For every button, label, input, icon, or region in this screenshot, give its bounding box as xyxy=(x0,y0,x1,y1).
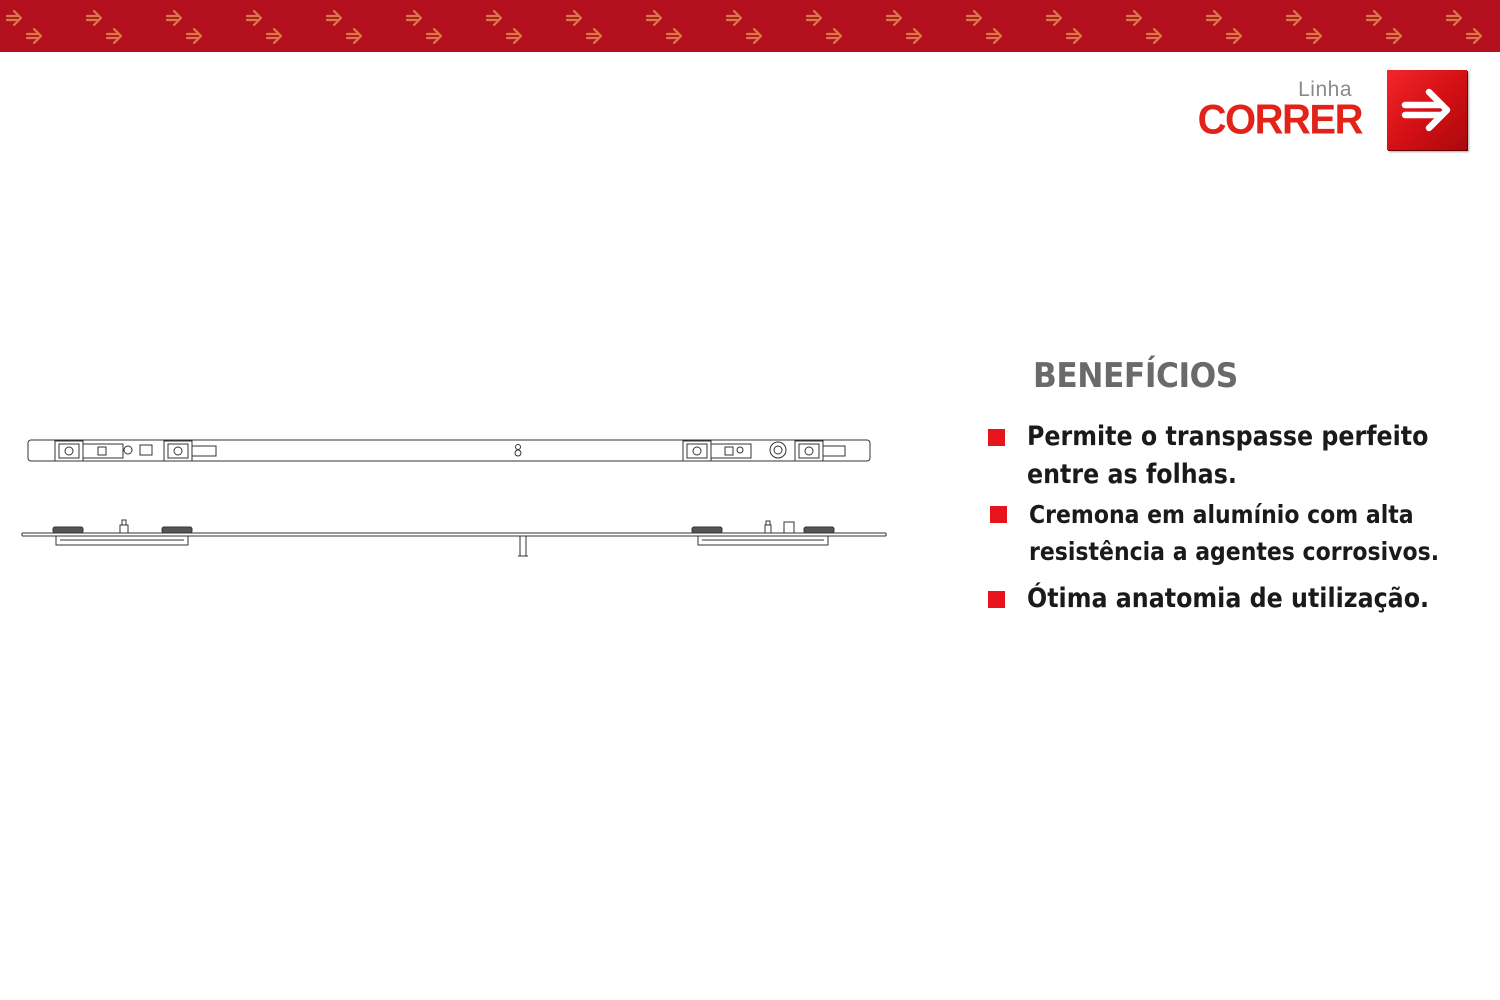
benefit-text: Ótima anatomia de utilização. xyxy=(1027,583,1430,614)
bullet-square-icon xyxy=(990,506,1007,523)
brand-arrow-box xyxy=(1387,70,1467,150)
center-pin-side xyxy=(518,536,528,556)
top-banner xyxy=(0,0,1500,52)
banner-arrow-pattern xyxy=(0,0,1500,52)
brand-logo xyxy=(1190,68,1470,152)
bullet-square-icon xyxy=(988,591,1005,608)
brand-prefix: Linha xyxy=(1298,78,1352,101)
left-keeper-side xyxy=(53,520,192,545)
benefits-title: BENEFÍCIOS xyxy=(1033,356,1238,396)
arrow-right-icon xyxy=(1387,70,1467,150)
benefit-text: Cremona em alumínio com alta resistência a agentes corrosivos. xyxy=(1029,500,1440,566)
benefit-text: Permite o transpasse perfeito entre as folhas. xyxy=(1027,421,1429,490)
espagnolette-drawing xyxy=(18,430,890,562)
product-drawing xyxy=(18,430,890,562)
brand-name: CORRER xyxy=(1197,96,1362,144)
left-keeper-top xyxy=(55,441,216,461)
bullet-square-icon xyxy=(988,429,1005,446)
center-mark xyxy=(515,445,521,457)
right-keeper-top xyxy=(683,441,845,461)
